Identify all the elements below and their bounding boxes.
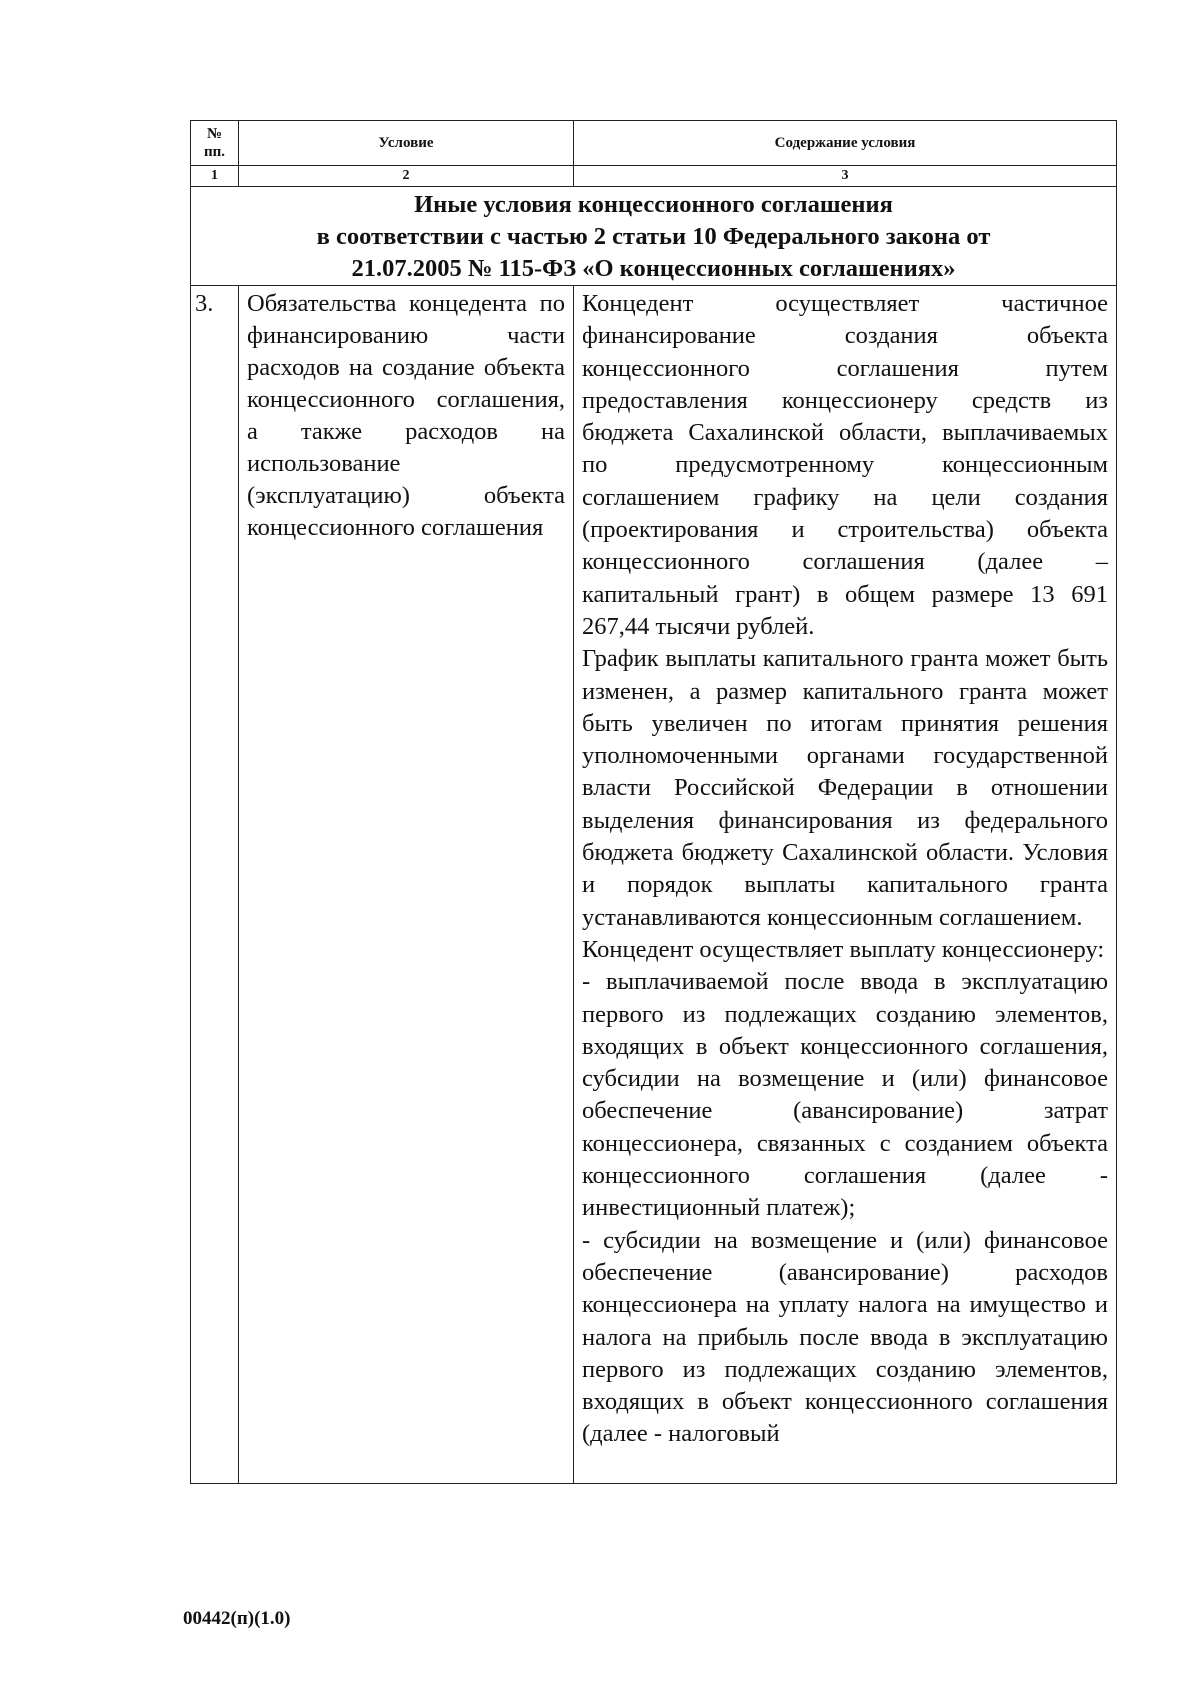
table-header-row	[191, 121, 1117, 166]
content-paragraph: - выплачиваемой после ввода в эксплуатацию первого из подлежащих созданию элементов, входящих в объект концессионного соглашения, субсидии на возмещение и (или) финансовое обеспечение (авансирование) затрат концессионера, связанных с созданием объекта концессионного соглашения (далее - инвестиционный платеж);	[582, 968, 1108, 1222]
content-paragraph: Концедент осуществляет выплату концессионеру:	[582, 935, 1105, 963]
section-title-line1: Иные условия концессионного соглашения	[414, 191, 893, 218]
row-number: 3.	[191, 286, 239, 1484]
header-number-line2: пп.	[203, 144, 226, 160]
column-index-row	[191, 166, 1117, 187]
content-paragraph: График выплаты капитального гранта может быть изменен, а размер капитального гранта может быть увеличен по итогам принятия решения уполномоченными органами государственной власти Российской Федерации в отношении выделения финансирования из федерального бюджета бюджету Сахалинской области. Условия и порядок выплаты капитального гранта устанавливаются концессионным соглашением.	[582, 645, 1108, 931]
conditions-table	[190, 120, 1117, 1484]
row-content	[574, 286, 1117, 1484]
section-title-line3: 21.07.2005 № 115-ФЗ «О концессионных соглашениях»	[351, 255, 956, 282]
content-paragraph: - субсидии на возмещение и (или) финансовое обеспечение (авансирование) расходов концессионера на уплату налога на имущество и налога на прибыль после ввода в эксплуатацию первого из подлежащих созданию элементов, входящих в объект концессионного соглашения (далее - налоговый	[582, 1226, 1108, 1448]
header-number	[191, 121, 239, 166]
header-content: Содержание условия	[574, 121, 1117, 166]
section-title	[191, 187, 1117, 286]
section-title-row	[191, 187, 1117, 286]
column-index-2: 2	[239, 166, 574, 187]
section-title-line2: в соответствии с частью 2 статьи 10 Федерального закона от	[316, 223, 991, 250]
table-row	[191, 286, 1117, 1484]
header-condition: Условие	[239, 121, 574, 166]
document-code: 00442(п)(1.0)	[183, 1608, 291, 1629]
column-index-1: 1	[191, 166, 239, 187]
row-condition: Обязательства концедента по финансированию части расходов на создание объекта концессионного соглашения, а также расходов на использование (эксплуатацию) объекта концессионного соглашения	[239, 286, 574, 1484]
content-paragraph: Концедент осуществляет частичное финансирование создания объекта концессионного соглашения путем предоставления концессионеру средств из бюджета Сахалинской области, выплачиваемых по предусмотренному концессионным соглашением графику на цели создания (проектирования и строительства) объекта концессионного соглашения (далее – капитальный грант) в общем размере 13 691 267,44 тысячи рублей.	[582, 290, 1108, 640]
column-index-3: 3	[574, 166, 1117, 187]
header-number-line1: №	[206, 126, 223, 142]
